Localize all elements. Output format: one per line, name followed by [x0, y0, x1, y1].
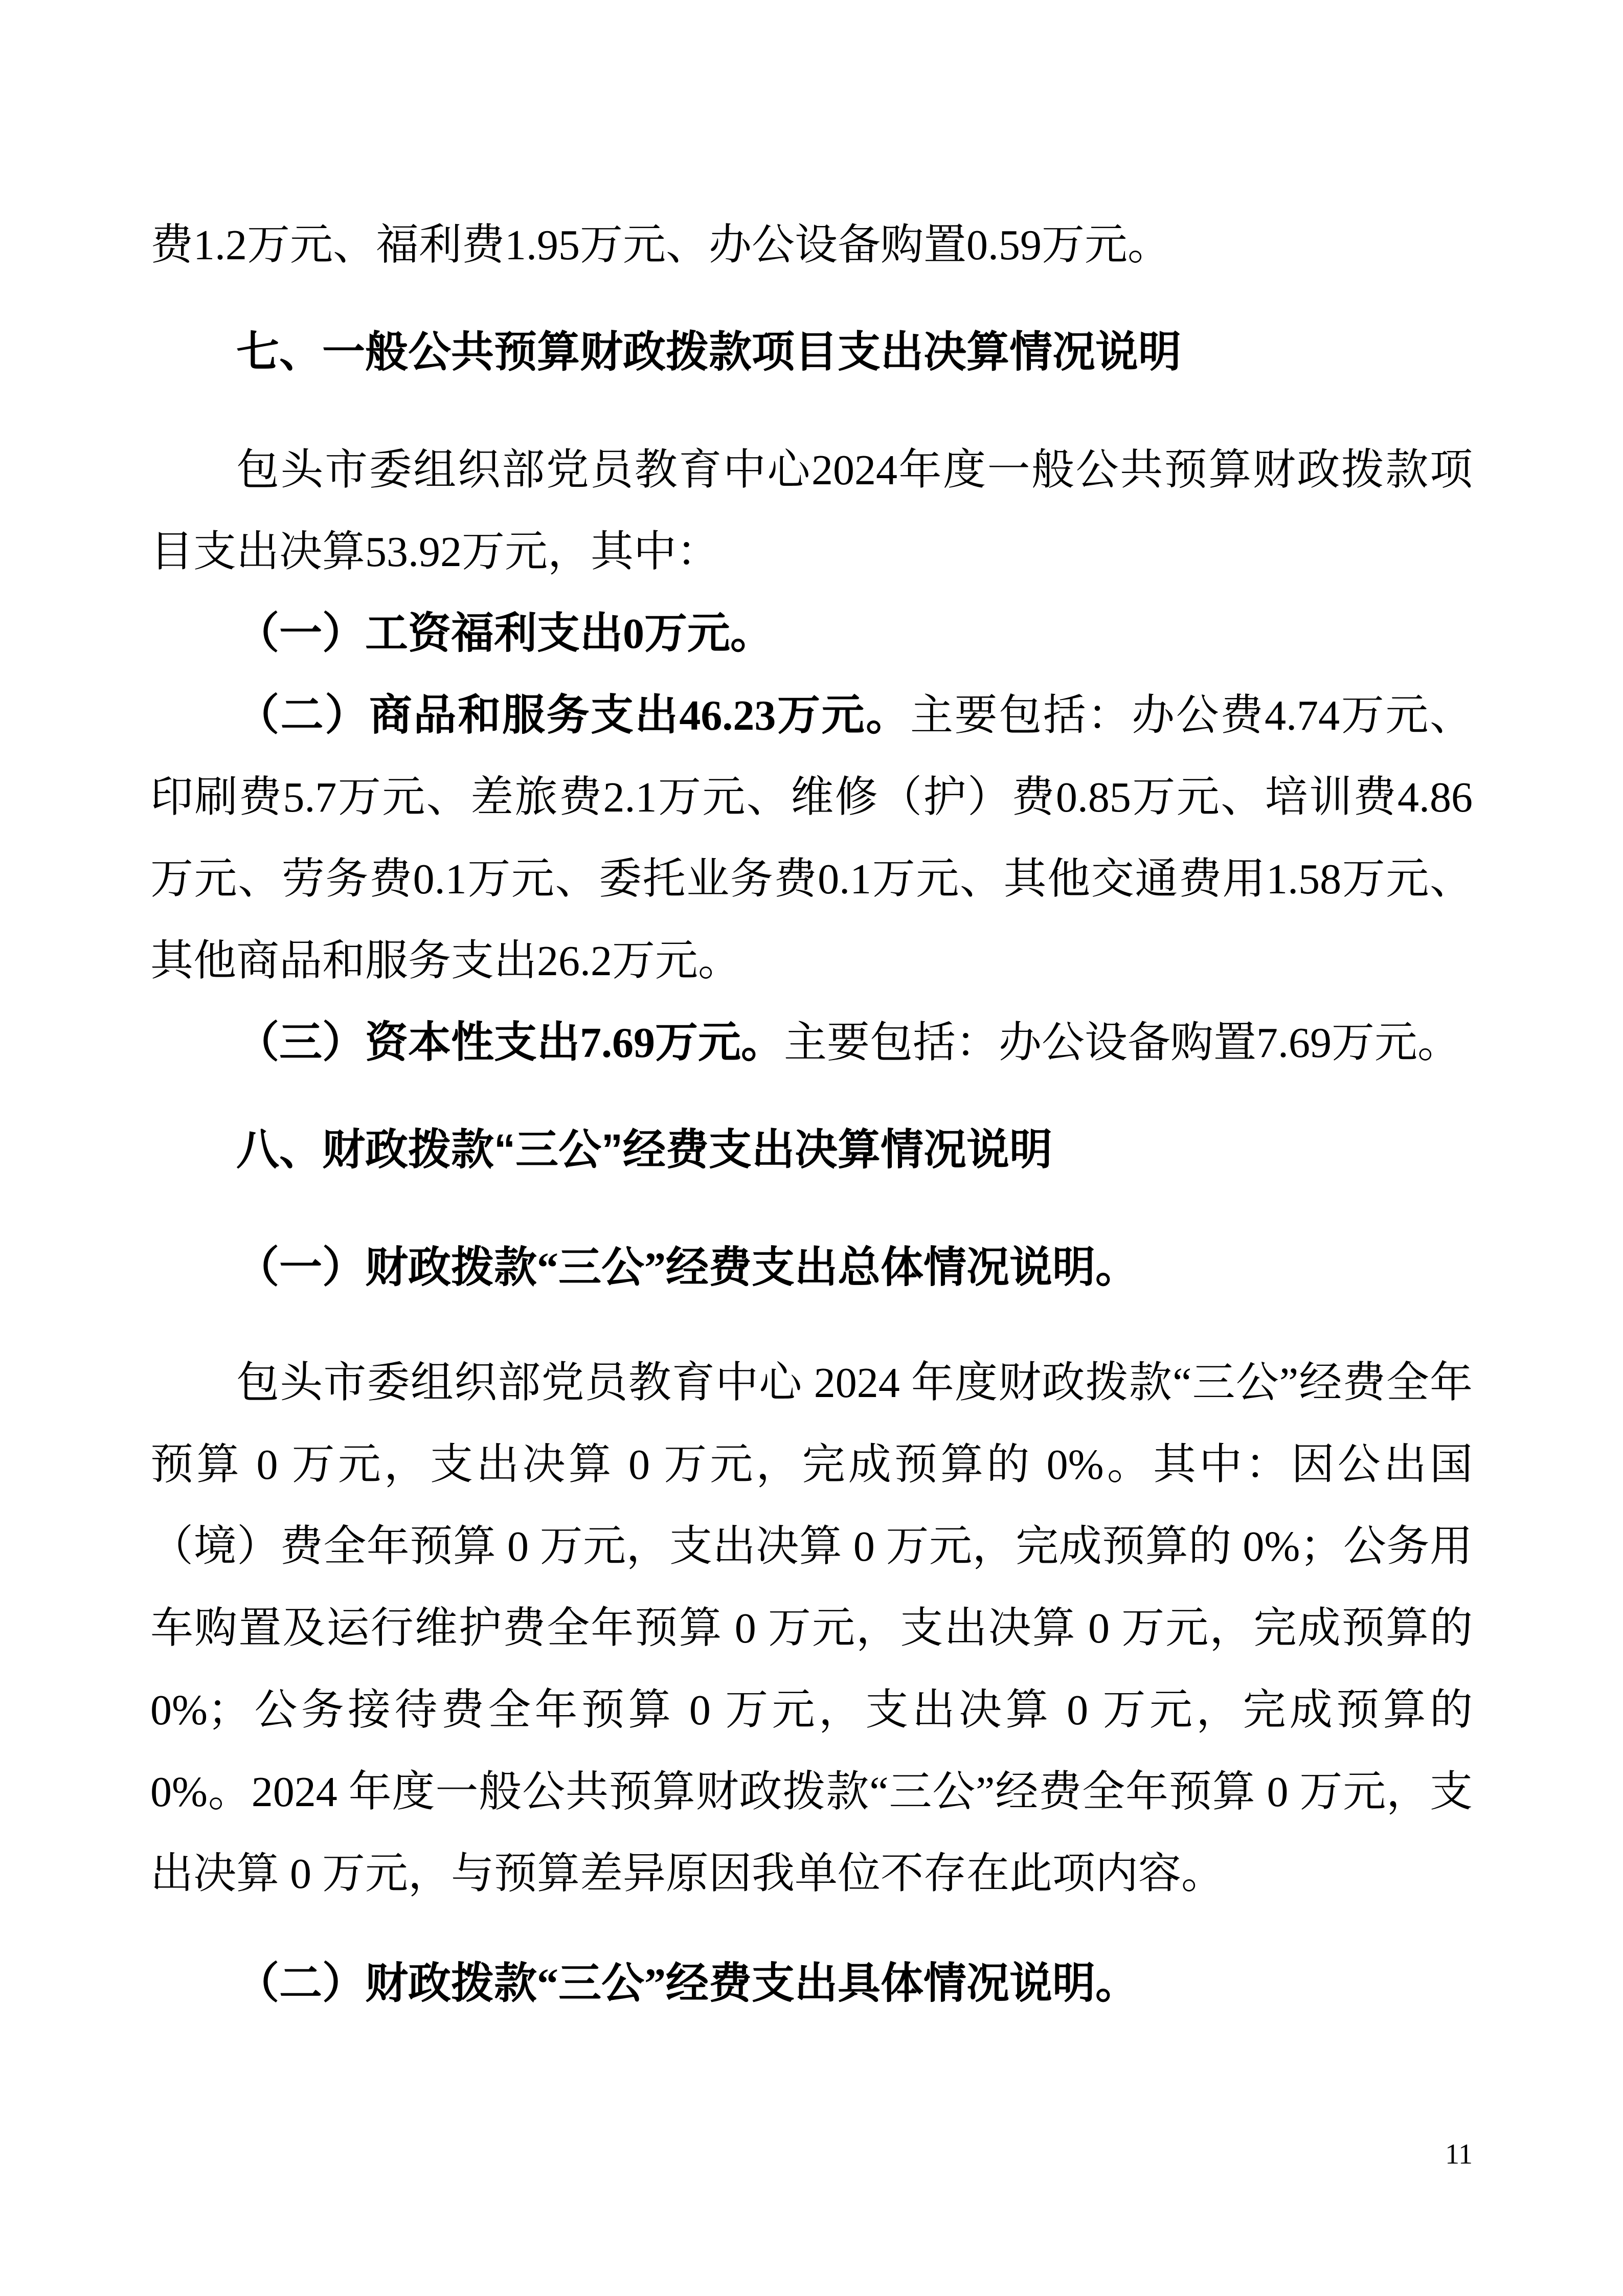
text-run: 主要包括：办公费4.74万元、印刷费5.7万元、差旅费2.1万元、维修（护）费0.85万元、培训费4.86万元、劳务费0.1万元、委托业务费0.1万元、其他交通费用1.58万元、其他商品和服务支出26.2万元。 [150, 692, 1473, 985]
sub-heading-10 [150, 1943, 1473, 2025]
sub-heading-8 [150, 1227, 1473, 1309]
text-run: 主要包括：办公设备购置7.69万元。 [784, 1019, 1461, 1067]
page-number: 11 [1445, 2139, 1473, 2170]
text-run: 包头市委组织部党员教育中心 2024 年度财政拨款“三公”经费全年预算 0 万元，支出决算 0 万元，完成预算的 0%。其中：因公出国（境）费全年预算 0 万元，支出决算 0 万元，完成预算的 0%；公务用车购置及运行维护费全年预算 0 万元，支出决算 0 万元，完成预算的 0%；公务接待费全年预算 0 万元，支出决算 0 万元，完成预算的 0%。2024 年度一般公共预算财政拨款“三公”经费全年预算 0 万元，支出决算 0 万元，与预算差异原因我单位不存在此项内容。 [150, 1359, 1473, 1898]
paragraph-continuation-1 [150, 205, 1473, 286]
bold-text-run: （三）资本性支出7.69万元。 [236, 1019, 784, 1067]
bold-text-run: （二）商品和服务支出46.23万元。 [236, 692, 910, 739]
paragraph-3 [150, 430, 1473, 593]
paragraph-5 [150, 675, 1473, 1002]
bold-text-run: 八、财政拨款“三公”经费支出决算情况说明 [236, 1126, 1053, 1174]
paragraph-6 [150, 1002, 1473, 1084]
bold-text-run: 七、一般公共预算财政拨款项目支出决算情况说明 [236, 328, 1182, 376]
section-heading-2 [150, 311, 1473, 393]
paragraph-9 [150, 1342, 1473, 1915]
text-run: 费1.2万元、福利费1.95万元、办公设备购置0.59万元。 [150, 221, 1171, 269]
text-run: 包头市委组织部党员教育中心2024年度一般公共预算财政拨款项目支出决算53.92万元，其中： [150, 446, 1473, 576]
paragraph-4 [150, 593, 1473, 675]
bold-text-run: （二）财政拨款“三公”经费支出具体情况说明。 [236, 1960, 1139, 2008]
bold-text-run: （一）财政拨款“三公”经费支出总体情况说明。 [236, 1244, 1139, 1292]
section-heading-7 [150, 1109, 1473, 1190]
document-content [150, 205, 1473, 2058]
bold-text-run: （一）工资福利支出0万元。 [236, 610, 774, 658]
